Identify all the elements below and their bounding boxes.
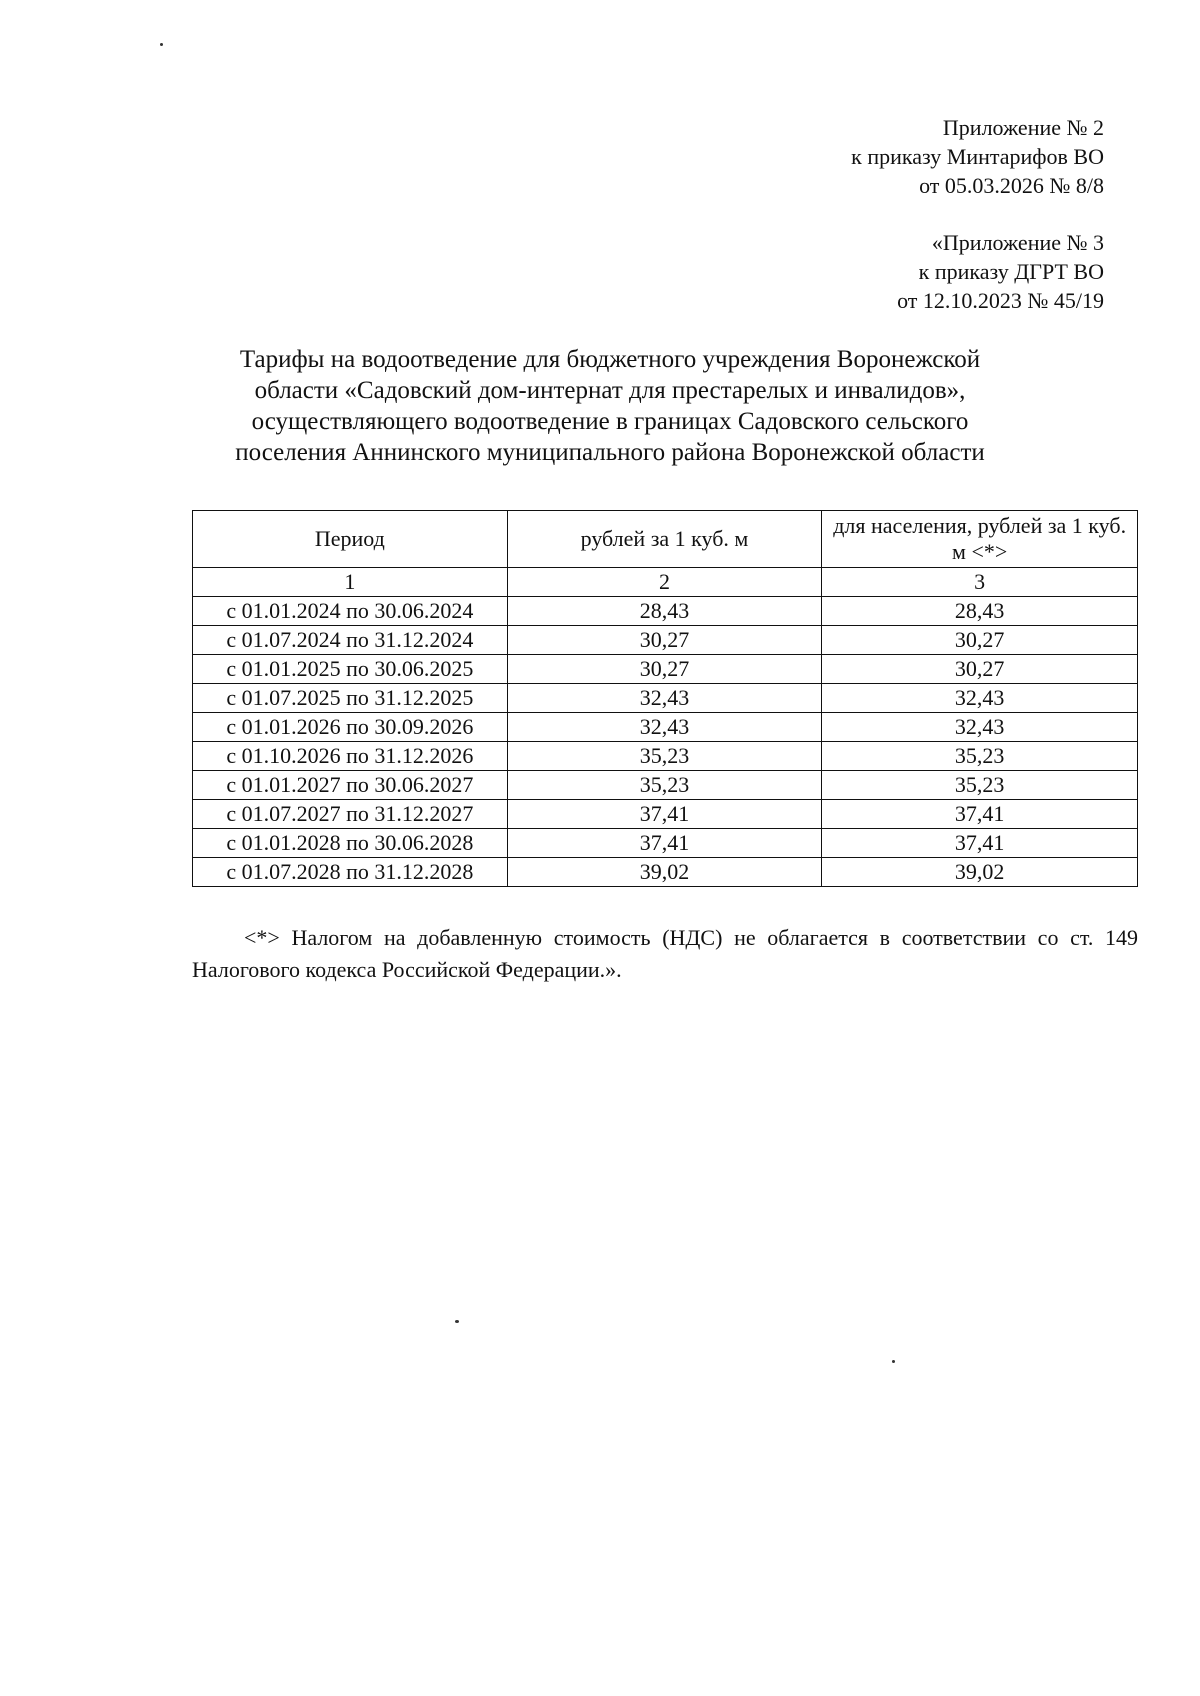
table-column-numbers-row	[193, 568, 1138, 597]
table-row	[193, 713, 1138, 742]
period-cell: с 01.01.2028 по 30.06.2028	[193, 829, 508, 858]
header-period: Период	[193, 511, 508, 568]
table-row	[193, 771, 1138, 800]
annex-line: «Приложение № 3	[931, 230, 1104, 255]
header-rate: рублей за 1 куб. м	[507, 511, 822, 568]
rate-population-cell: 28,43	[822, 597, 1138, 626]
period-cell: с 01.10.2026 по 31.12.2026	[193, 742, 508, 771]
table-row	[193, 655, 1138, 684]
rate-population-cell: 35,23	[822, 771, 1138, 800]
table-row	[193, 597, 1138, 626]
table-row	[193, 858, 1138, 887]
period-cell: с 01.01.2027 по 30.06.2027	[193, 771, 508, 800]
annex-reference-original	[584, 228, 1104, 315]
period-cell: с 01.07.2027 по 31.12.2027	[193, 800, 508, 829]
rate-population-cell: 32,43	[822, 684, 1138, 713]
annex-line: к приказу ДГРТ ВО	[918, 259, 1104, 284]
rate-cell: 28,43	[507, 597, 822, 626]
title-line: Тарифы на водоотведение для бюджетного учреждения Воронежской	[239, 346, 981, 373]
period-cell: с 01.01.2025 по 30.06.2025	[193, 655, 508, 684]
table-header-row	[193, 511, 1138, 568]
period-cell: с 01.07.2025 по 31.12.2025	[193, 684, 508, 713]
table-row	[193, 800, 1138, 829]
table-row	[193, 829, 1138, 858]
annex-line: Приложение № 2	[942, 115, 1104, 140]
scan-speck	[455, 1320, 459, 1323]
scan-speck	[160, 43, 163, 46]
table-row	[193, 742, 1138, 771]
rate-population-cell: 35,23	[822, 742, 1138, 771]
period-cell: с 01.01.2026 по 30.09.2026	[193, 713, 508, 742]
rate-population-cell: 30,27	[822, 655, 1138, 684]
annex-line: к приказу Минтарифов ВО	[851, 144, 1104, 169]
rate-cell: 35,23	[507, 742, 822, 771]
rate-population-cell: 37,41	[822, 800, 1138, 829]
tariff-table	[192, 510, 1138, 887]
vat-footnote: <*> Налогом на добавленную стоимость (НДС) не облагается в соответствии со ст. 149 Налогового кодекса Российской Федерации.».	[192, 925, 1138, 982]
rate-cell: 39,02	[507, 858, 822, 887]
period-cell: с 01.07.2024 по 31.12.2024	[193, 626, 508, 655]
table-row	[193, 684, 1138, 713]
rate-cell: 30,27	[507, 655, 822, 684]
header-rate-population: для населения, рублей за 1 куб. м <*>	[822, 511, 1138, 568]
rate-population-cell: 32,43	[822, 713, 1138, 742]
annex-line: от 05.03.2026 № 8/8	[919, 173, 1104, 198]
rate-population-cell: 39,02	[822, 858, 1138, 887]
column-number: 1	[193, 568, 508, 597]
rate-population-cell: 30,27	[822, 626, 1138, 655]
annex-line: от 12.10.2023 № 45/19	[897, 288, 1104, 313]
column-number: 3	[822, 568, 1138, 597]
annex-reference-current	[584, 113, 1104, 200]
rate-cell: 30,27	[507, 626, 822, 655]
column-number: 2	[507, 568, 822, 597]
title-line: осуществляющего водоотведение в границах Садовского сельского	[251, 408, 969, 435]
rate-cell: 37,41	[507, 800, 822, 829]
rate-cell: 32,43	[507, 713, 822, 742]
period-cell: с 01.01.2024 по 30.06.2024	[193, 597, 508, 626]
document-title	[160, 344, 1060, 468]
table-row	[193, 626, 1138, 655]
rate-population-cell: 37,41	[822, 829, 1138, 858]
rate-cell: 35,23	[507, 771, 822, 800]
title-line: области «Садовский дом-интернат для престарелых и инвалидов»,	[254, 377, 966, 404]
rate-cell: 37,41	[507, 829, 822, 858]
period-cell: с 01.07.2028 по 31.12.2028	[193, 858, 508, 887]
scan-speck	[892, 1360, 895, 1363]
title-line: поселения Аннинского муниципального района Воронежской области	[235, 439, 985, 466]
rate-cell: 32,43	[507, 684, 822, 713]
